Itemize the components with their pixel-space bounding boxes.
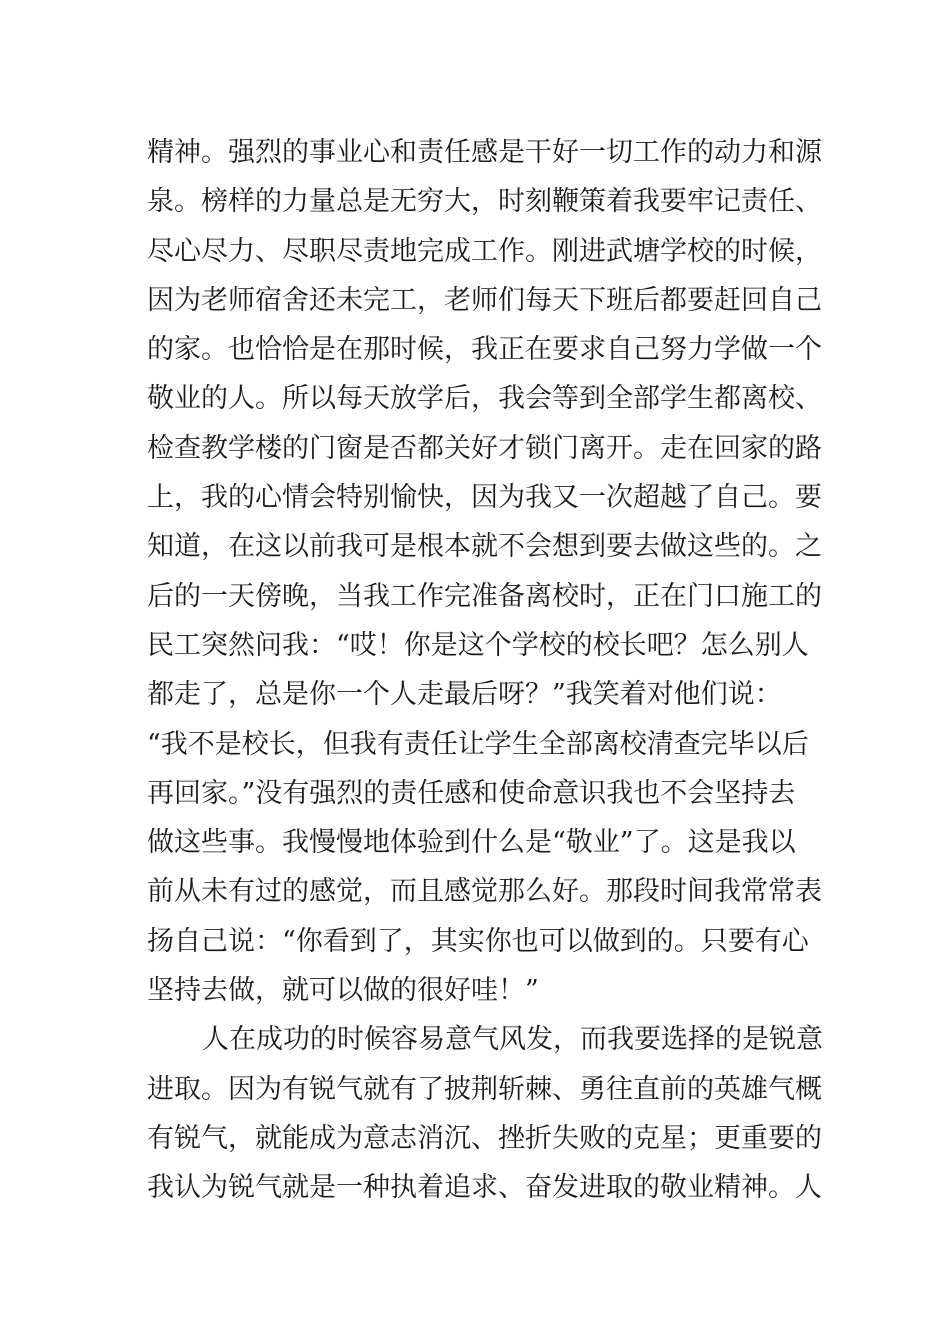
text-line: 尽心尽力、尽职尽责地完成工作。刚进武塘学校的时候， (147, 235, 822, 267)
paragraph-start-line: 人在成功的时候容易意气风发，而我要选择的是锐意 (202, 1024, 823, 1056)
text-line: 检查教学楼的门窗是否都关好才锁门离开。走在回家的路 (147, 432, 822, 464)
text-line: 知道，在这以前我可是根本就不会想到要去做这些的。之 (147, 531, 822, 563)
text-line: 敬业的人。所以每天放学后，我会等到全部学生都离校、 (147, 383, 822, 415)
text-line: 泉。榜样的力量总是无穷大，时刻鞭策着我要牢记责任、 (147, 186, 822, 218)
text-line: 精神。强烈的事业心和责任感是干好一切工作的动力和源 (147, 137, 822, 168)
text-line: 的家。也恰恰是在那时候，我正在要求自己努力学做一个 (147, 334, 822, 366)
text-line: 坚持去做，就可以做的很好哇！” (147, 975, 539, 1007)
text-line: 我认为锐气就是一种执着追求、奋发进取的敬业精神。人 (147, 1172, 822, 1204)
text-line: 做这些事。我慢慢地体验到什么是“敬业”了。这是我以 (147, 827, 796, 859)
text-line: “我不是校长，但我有责任让学生全部离校清查完毕以后 (147, 728, 809, 760)
body-text (147, 128, 827, 1213)
text-line: 民工突然问我：“哎！你是这个学校的校长吧？怎么别人 (147, 629, 809, 661)
text-line: 进取。因为有锐气就有了披荆斩棘、勇往直前的英雄气概 (147, 1073, 822, 1105)
text-line: 前从未有过的感觉，而且感觉那么好。那段时间我常常表 (147, 876, 822, 908)
text-line: 再回家。”没有强烈的责任感和使命意识我也不会坚持去 (147, 777, 796, 809)
text-line: 上，我的心情会特别愉快，因为我又一次超越了自己。要 (147, 482, 822, 514)
text-line: 扬自己说：“你看到了，其实你也可以做到的。只要有心 (147, 925, 809, 957)
text-line: 后的一天傍晚，当我工作完准备离校时，正在门口施工的 (147, 580, 822, 612)
text-line: 都走了，总是你一个人走最后呀？”我笑着对他们说： (147, 679, 782, 711)
text-line: 因为老师宿舍还未完工，老师们每天下班后都要赶回自己 (147, 284, 822, 316)
text-line: 有锐气，就能成为意志消沉、挫折失败的克星；更重要的 (147, 1122, 822, 1154)
